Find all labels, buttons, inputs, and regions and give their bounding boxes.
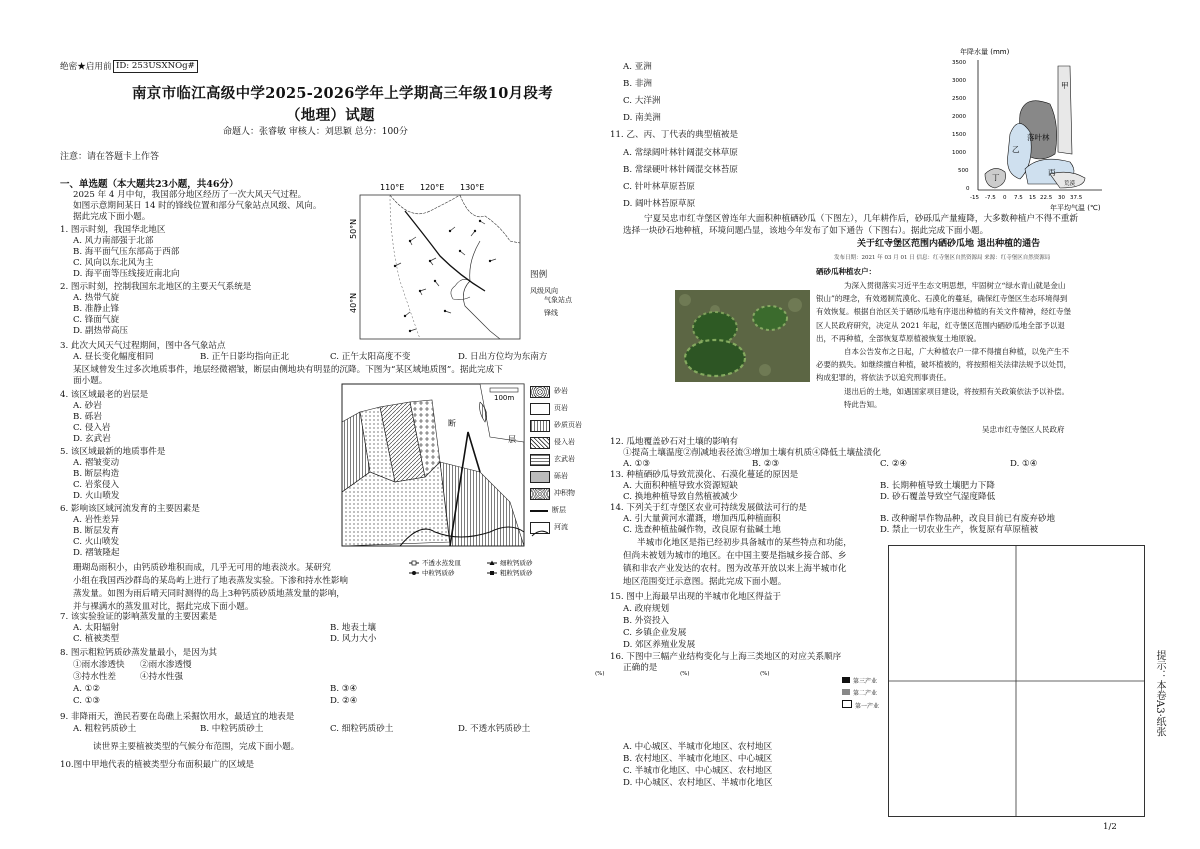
notice-line: 退出后的土地，如遇国家项目建设，将按照有关政策依法予以补偿。: [844, 386, 1069, 396]
option-d: D. 不透水钙质砂土: [458, 724, 531, 734]
lon-tick: 130°E: [460, 183, 485, 192]
legend-row: [530, 468, 590, 485]
section-heading: 一、单选题（本大题共23小题，共46分）: [60, 179, 239, 190]
option-d: D. ①④: [1010, 459, 1038, 469]
option-b: B. 外资投入: [623, 616, 670, 626]
notice-line: 构成犯罪的，将依法予以追究刑事责任。: [816, 373, 951, 383]
side-note: 提示：本卷A3·纸张: [1154, 650, 1165, 737]
y-axis-label: 年降水量 (mm): [960, 48, 1010, 56]
option-b: B. 非洲: [623, 79, 652, 89]
statement: ③持水性差: [73, 672, 116, 682]
option-a: A. 引大量黄河水灌溉，增加西瓜种植面积: [623, 514, 781, 524]
question-stem: 12. 瓜地覆盖砂石对土壤的影响有: [610, 437, 739, 447]
notice-line: 特此告知。: [844, 399, 882, 409]
watermelon-photo: [675, 290, 810, 382]
notice-salutation: 硒砂瓜种植农户：: [816, 267, 876, 276]
option-a: A. 太阳辐射: [73, 623, 120, 633]
question-stem: 5. 该区域最新的地质事件是: [60, 447, 166, 457]
region-label: 丁: [992, 173, 1000, 182]
question-stem: 4. 该区域最老的岩层是: [60, 390, 149, 400]
notice-line: 区人民政府研究，决定从 2021 年起，红寺堡区范围内硒砂瓜地全部予以退: [816, 320, 1065, 330]
intro-text: 蒸发量。如图为雨后晴天同时测得的岛上3种钙质砂质地蒸发量的影响，: [73, 589, 345, 599]
map-canvas: [350, 181, 526, 351]
question-stem: 3. 此次大风天气过程期间，图中各气象站点: [60, 341, 226, 351]
notice-source: 发布日期：2021 年 03 月 01 日 信息：红寺堡区自然资源局 来源：红寺堡区自然资源局: [834, 255, 1051, 261]
option-c: C. 换地种植导致自然植被减少: [623, 492, 738, 502]
option-d: D. 海平面等压线接近南北向: [73, 269, 180, 279]
y-tick: 2000: [952, 114, 966, 120]
legend-label: 河流: [554, 523, 568, 531]
x-tick: 15: [1029, 195, 1036, 201]
option-a: A. 常绿阔叶林针阔混交林草原: [623, 148, 738, 158]
option-c: C. 细粒钙质砂土: [330, 724, 394, 734]
intro-text: 但尚未被划为城市的地区。在中国主要是指城乡接合部、乡: [623, 551, 847, 561]
intro-text: 宁夏吴忠市红寺堡区曾连年大面积种植硒砂瓜（下图左），几年耕作后，砂砾瓜产量瘦降，大多数种植户不得不重新: [644, 214, 1078, 224]
legend-label: 冲积物: [554, 489, 575, 497]
exam-title: 南京市临江高级中学2025-2026学年上学期高三年级10月段考: [132, 85, 554, 102]
option-c: C. 侵入岩: [73, 423, 111, 433]
option-b: B. 正午日影均指向正北: [200, 352, 290, 362]
intro-text: 2025 年 4 月中旬，我国部分地区经历了一次大风天气过程。: [73, 190, 307, 200]
legend-label: 砂岩: [554, 387, 568, 395]
question-stem: 1. 图示时刻，我国华北地区: [60, 225, 166, 235]
option-c: C. 植被类型: [73, 634, 120, 644]
legend-row: [530, 519, 590, 536]
statement: ④持水性强: [140, 672, 183, 682]
option-d: D. 副热带高压: [73, 326, 129, 336]
option-d: D. 日出方位均为东南方: [458, 352, 548, 362]
option-c: C. 半城市化地区、中心城区、农村地区: [623, 766, 773, 776]
legend-label: 断层: [552, 506, 566, 514]
legend-label: 粗粒钙质砂: [500, 569, 533, 577]
option-b: B. 长期种植导致土壤肥力下降: [880, 481, 995, 491]
question-stem: 11. 乙、丙、丁代表的典型植被是: [610, 130, 739, 140]
option-c: C. ②④: [880, 459, 908, 469]
option-b: B. 中粒钙质砂土: [200, 724, 264, 734]
option-b: B. 砾岩: [73, 412, 102, 422]
y-tick: 500: [958, 168, 969, 174]
lon-tick: 110°E: [380, 183, 405, 192]
option-a: A. 亚洲: [623, 62, 652, 72]
authors: 命题人：张睿敏 审核人：刘思颖 总分：100分: [223, 127, 408, 137]
option-a: A. 中心城区、半城市化地区、农村地区: [623, 742, 773, 752]
option-d: D. ②④: [330, 696, 358, 706]
question-stem: 10.图中甲地代表的植被类型分布面积最广的区域是: [60, 760, 255, 770]
notice-title: 关于红寺堡区范围内硒砂瓜地 退出种植的通告: [857, 239, 1041, 249]
notice-paragraph: [816, 279, 1071, 411]
option-a: A. 风力南部强于北部: [73, 236, 154, 246]
option-b: B. 地表土壤: [330, 623, 377, 633]
notice-line: 自本公告发布之日起，广大种植农户一律不得擅自种植，以免产生不: [844, 347, 1069, 357]
front-weather-map: [350, 181, 526, 351]
option-a: A. 昼长变化幅度相同: [73, 352, 154, 362]
region-label: 落叶林: [1027, 133, 1050, 142]
statement: ①雨水渗透快: [73, 660, 125, 670]
legend-row: [530, 502, 590, 519]
option-b: B. 断层构造: [73, 469, 120, 479]
photo-canvas: [675, 290, 810, 382]
option-d: D. 禁止一切农业生产，恢复原有草原植被: [880, 525, 1039, 535]
y-tick: 1500: [952, 132, 966, 138]
legend-row: [530, 434, 590, 451]
option-b: B. ③④: [330, 684, 358, 694]
y-tick: 0: [966, 186, 970, 192]
legend-label: 玄武岩: [554, 455, 575, 463]
x-axis-label: 年平均气温 (℃): [1050, 204, 1101, 212]
bars-canvas: [592, 650, 842, 740]
x-tick: 37.5: [1070, 195, 1083, 201]
intro-text: 珊瑚岛雨积小，由钙质砂堆积而成，几乎无可用的地表淡水。某研究: [73, 563, 331, 573]
notice-line: 出，不再种植，全部恢复草原植被恢复土地原貌。: [816, 333, 981, 343]
fault-label: 层: [508, 435, 516, 444]
option-c: C. 岩浆侵入: [73, 480, 120, 490]
legend-row: [530, 451, 590, 468]
intro-text: 某区域曾发生过多次地质事件，地层经微褶皱，断层由侧地块有明显的沉降。下图为“某区域地质图”。据此完成下: [73, 365, 503, 375]
lat-tick: 50°N: [349, 218, 358, 239]
industry-structure-charts: [592, 650, 842, 740]
option-c: C. 大洋洲: [623, 96, 661, 106]
shanghai-canvas: [889, 546, 1144, 816]
y-tick: 3000: [952, 78, 966, 84]
option-a: A. 褶皱变动: [73, 458, 120, 468]
question-stem: 7. 该实验验证的影响蒸发量的主要因素是: [60, 612, 218, 622]
unit-label: (%): [760, 671, 770, 677]
legend-row: [530, 383, 590, 400]
legend-label: 页岩: [554, 404, 568, 412]
notice-line: 银山”的理念，有效遏制荒漠化、石漠化的蔓延，确保红寺堡区生态环境得到: [816, 294, 1068, 304]
option-d: D. 阔叶林苔原草原: [623, 199, 696, 209]
legend-row: [530, 485, 590, 502]
x-tick: 7.5: [1014, 195, 1023, 201]
option-c: C. 针叶林草原苔原: [623, 182, 695, 192]
unit-label: (%): [595, 671, 605, 677]
question-stem: 6. 影响该区域河流发育的主要因素是: [60, 504, 200, 514]
scale-label: 100m: [494, 394, 515, 402]
page-number: 1/2: [1103, 822, 1117, 832]
intro-text: 据此完成下面小题。: [73, 212, 151, 222]
id-box: ID: 253USXNOg#: [113, 60, 198, 73]
option-a: A. 粗粒钙质砂土: [73, 724, 137, 734]
region-label: 乙: [1012, 145, 1020, 154]
question-stem: 2. 图示时刻，控制我国东北地区的主要天气系统是: [60, 282, 252, 292]
legend-row: [530, 417, 590, 434]
question-stem: 9. 非降雨天，渔民若要在岛礁上采掘饮用水，最适宜的地表是: [60, 712, 295, 722]
legend-row: [842, 676, 892, 688]
option-a: A. 政府规划: [623, 604, 670, 614]
x-tick: 0: [1003, 195, 1007, 201]
question-stem: 15. 图中上海最早出现的半城市化地区得益于: [610, 592, 782, 602]
vegetation-climate-chart: [940, 44, 1110, 214]
option-a: A. 大面积种植导致水资源短缺: [623, 481, 738, 491]
option-a: A. ①③: [623, 459, 651, 469]
option-b: B. 海平面气压东部高于西部: [73, 247, 180, 257]
notice-signature: 吴忠市红寺堡区人民政府: [982, 425, 1065, 434]
legend-station: 气象站点: [544, 296, 572, 305]
notice-line: 注意：请在答题卡上作答: [60, 152, 160, 162]
question-stem: 16. 下图中三幅产业结构变化与上海三类地区的对应关系顺序: [610, 652, 842, 662]
option-c: C. 正午太阳高度不变: [330, 352, 411, 362]
option-c: C. 乡镇企业发展: [623, 628, 687, 638]
legend-front: 锋线: [544, 309, 558, 318]
legend-label: 第三产业: [853, 678, 878, 685]
notice-line: 必要的损失。如继续擅自种植，破坏植被的，将按照相关法律法规予以处罚，: [816, 360, 1071, 370]
option-c: C. ①③: [73, 696, 101, 706]
x-tick: -7.5: [985, 195, 996, 201]
option-d: D. 玄武岩: [73, 434, 111, 444]
option-d: D. 郊区养殖业发展: [623, 640, 696, 650]
lat-tick: 40°N: [349, 292, 358, 313]
option-d: D. 南美洲: [623, 113, 661, 123]
statement: ①提高土壤温度②削减地表径流③增加土壤有机质④降低土壤盐渍化: [623, 448, 881, 458]
legend-wind: 风级风向: [530, 287, 558, 296]
option-a: A. 岩性差异: [73, 515, 120, 525]
y-tick: 3500: [952, 60, 966, 66]
notice-line: 为深入贯彻落实习近平生态文明思想，牢固树立“绿水青山就是金山: [844, 281, 1066, 290]
y-tick: 1000: [952, 150, 966, 156]
option-a: A. 热带气旋: [73, 293, 120, 303]
veg-canvas: [940, 44, 1110, 214]
option-b: B. 农村地区、半城市化地区、中心城区: [623, 754, 773, 764]
x-tick: -15: [970, 195, 979, 201]
intro-text: 面小题。: [73, 376, 108, 386]
region-label: 丙: [1048, 168, 1056, 177]
option-c: C. 选查种植盐碱作物，改良原有盐碱土地: [623, 525, 781, 535]
intro-text: 地区范围变迁示意图。据此完成下面小题。: [623, 577, 787, 587]
legend-label: 砂质页岩: [554, 421, 582, 429]
bar-legend: [842, 676, 892, 713]
option-d: D. 中心城区、农村地区、半城市化地区: [623, 778, 773, 788]
legend-label: 不透水蒸发皿: [422, 559, 461, 567]
question-stem: 13. 种植硒砂瓜导致荒漠化、石漠化蔓延的原因是: [610, 470, 799, 480]
option-d: D. 风力大小: [330, 634, 377, 644]
intro-text: 选择一块砂石地种植，环境问题凸显，该地今年发布了如下通告（下图右）。据此完成下面小题。: [623, 226, 989, 236]
legend-title: 图例: [530, 270, 548, 280]
option-a: A. ①②: [73, 684, 101, 694]
geologic-canvas: [340, 382, 526, 548]
y-tick: 2500: [952, 96, 966, 102]
region-label: 荒漠: [1064, 181, 1076, 187]
lon-tick: 120°E: [420, 183, 445, 192]
option-d: D. 火山喷发: [73, 491, 120, 501]
intro-text: 半城市化地区是指已经初步具备城市的某些特点和功能，: [637, 538, 852, 548]
question-stem: 14. 下列关于红寺堡区农业可持续发展做法可行的是: [610, 503, 807, 513]
legend-label: 砾岩: [554, 472, 568, 480]
option-a: A. 砂岩: [73, 401, 102, 411]
legend-row: [842, 688, 892, 700]
legend-label: 侵入岩: [554, 438, 575, 446]
option-b: B. 改种耐旱作物品种，改良目前已有废弃砂地: [880, 514, 1056, 524]
notice-line: 有效恢复。根据自治区关于硒砂瓜地有序退出种植的有关文件精神，经红寺堡: [816, 307, 1071, 317]
legend-label: 细粒钙质砂: [500, 559, 533, 567]
exam-subtitle: （地理）试题: [286, 107, 375, 124]
evap-canvas: [395, 558, 590, 708]
option-d: D. 褶皱隆起: [73, 548, 120, 558]
statement: ②雨水渗透慢: [140, 660, 192, 670]
option-b: B. 断层发育: [73, 526, 120, 536]
option-b: B. 常绿硬叶林针阔混交林苔原: [623, 165, 738, 175]
option-c: C. 锋面气旋: [73, 315, 120, 325]
secret-label: 绝密★启用前: [60, 62, 112, 72]
option-c: C. 风向以东北风为主: [73, 258, 154, 268]
legend-row: [530, 400, 590, 417]
legend-label: 第二产业: [853, 690, 878, 697]
intro-text: 并与裸满水的蒸发皿对比，据此完成下面小题。: [73, 602, 254, 612]
intro-text: 小组在我国西沙群岛的某岛屿上进行了地表蒸发实验。下渗和持水性影响: [73, 576, 349, 586]
geologic-map: [340, 382, 526, 548]
intro-text: 镇和非农产业发达的农村。图为改革开放以来上海半城市化: [623, 564, 847, 574]
x-tick: 22.5: [1040, 195, 1053, 201]
legend-label: 中粒钙质砂: [422, 569, 455, 577]
intro-text: 如图示意期间某日 14 时的锋线位置和部分气象站点风级、风向。: [73, 201, 322, 211]
unit-label: (%): [680, 671, 690, 677]
evaporation-chart: [395, 558, 590, 708]
region-label: 甲: [1061, 81, 1069, 90]
option-b: B. ②③: [752, 459, 780, 469]
map-legend: [530, 270, 600, 318]
fault-label: 断: [448, 419, 456, 428]
legend-row: [842, 700, 892, 713]
x-tick: 30: [1058, 195, 1065, 201]
question-stem-cont: 正确的是: [623, 663, 658, 673]
geologic-legend: [530, 383, 590, 536]
question-stem: 8. 图示粗粒钙质砂蒸发量最小，是因为其: [60, 648, 218, 658]
option-d: D. 砂石覆盖导致空气湿度降低: [880, 492, 996, 502]
intro-text: 读世界主要植被类型的气候分布范围，完成下面小题。: [93, 742, 300, 752]
option-b: B. 准静止锋: [73, 304, 120, 314]
shanghai-maps: [888, 545, 1145, 817]
option-c: C. 火山喷发: [73, 537, 120, 547]
legend-label: 第一产业: [855, 703, 880, 710]
